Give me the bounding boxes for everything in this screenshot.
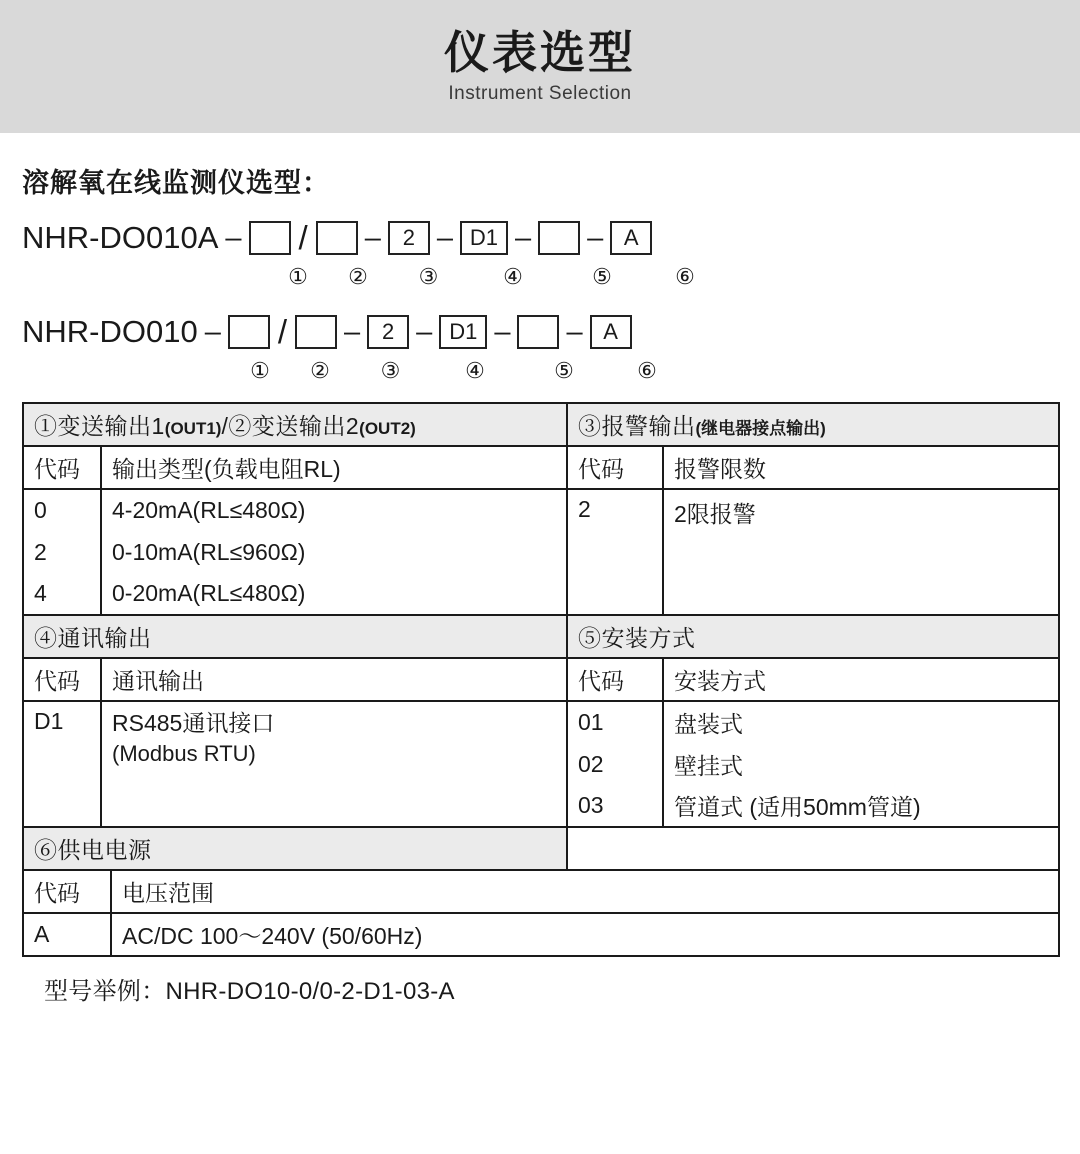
block1-left-header-small1: (OUT1) xyxy=(164,419,222,438)
mark-5: ⑤ xyxy=(554,358,574,383)
banner-title: 仪表选型 xyxy=(443,26,636,78)
model-segment-4[interactable]: D1 xyxy=(460,221,508,255)
block1-left-code-1: 2 xyxy=(23,531,101,573)
page-banner xyxy=(0,0,1080,133)
page-content xyxy=(0,161,1080,1006)
model-marks-1 xyxy=(22,262,1058,292)
block1-left-code-0: 0 xyxy=(23,489,101,531)
dash-icon: – xyxy=(225,221,242,254)
dash-icon: – xyxy=(416,315,433,348)
block2-right-header: ⑤安装方式 xyxy=(567,615,1059,658)
block2-right-col2: 安装方式 xyxy=(663,658,1059,701)
block1-left-header-mid: /②变送输出2 xyxy=(221,413,360,439)
block2-left-code-0: D1 xyxy=(23,701,101,827)
mark-1: ① xyxy=(288,264,308,289)
model-marks-2 xyxy=(22,356,1058,386)
model-code-line-2 xyxy=(22,310,1058,354)
model-segment-6[interactable]: A xyxy=(610,221,652,255)
block1-right-col2: 报警限数 xyxy=(663,446,1059,489)
block2-right-code-2: 03 xyxy=(567,785,663,827)
block1-left-desc-2: 0-20mA(RL≤480Ω) xyxy=(101,573,567,615)
dash-icon: – xyxy=(204,315,221,348)
dash-icon: – xyxy=(364,221,381,254)
model-name-2: NHR-DO010 xyxy=(22,314,198,349)
block2-right-col1: 代码 xyxy=(567,658,663,701)
model-segment-5[interactable] xyxy=(517,315,559,349)
dash-icon: – xyxy=(344,315,361,348)
model-segment-1[interactable] xyxy=(249,221,291,255)
model-segment-3[interactable]: 2 xyxy=(367,315,409,349)
model-segment-2[interactable] xyxy=(295,315,337,349)
model-segment-1[interactable] xyxy=(228,315,270,349)
model-segment-6[interactable]: A xyxy=(590,315,632,349)
model-code-line-1 xyxy=(22,216,1058,260)
block3-col2: 电压范围 xyxy=(111,870,1059,913)
dash-icon: – xyxy=(566,315,583,348)
table-row xyxy=(23,913,1059,956)
section-title: 溶解氧在线监测仪选型： xyxy=(22,168,330,198)
block1-left-header-small2: (OUT2) xyxy=(359,419,416,438)
block3-desc-0: AC/DC 100～240V (50/60Hz) xyxy=(111,913,1059,956)
model-code-row-2 xyxy=(22,310,1058,388)
block2-left-col2: 通讯输出 xyxy=(101,658,567,701)
spec-table-block-3 xyxy=(22,826,1060,957)
block3-header: ⑥供电电源 xyxy=(23,827,567,870)
block2-right-desc-1: 壁挂式 xyxy=(663,743,1059,785)
slash-icon: / xyxy=(298,219,308,256)
block1-left-col2: 输出类型(负载电阻RL) xyxy=(101,446,567,489)
block1-left-header-main: ①变送输出1 xyxy=(34,413,165,439)
block3-code-0: A xyxy=(23,913,111,956)
model-name-1: NHR-DO010A xyxy=(22,220,219,255)
mark-2: ② xyxy=(310,358,330,383)
block1-left-desc-0: 4-20mA(RL≤480Ω) xyxy=(101,489,567,531)
block1-right-desc-0: 2限报警 xyxy=(663,489,1059,615)
block1-left-col1: 代码 xyxy=(23,446,101,489)
block1-right-header xyxy=(567,403,1059,446)
mark-3: ③ xyxy=(418,264,439,289)
dash-icon: – xyxy=(587,221,604,254)
model-segment-4[interactable]: D1 xyxy=(439,315,487,349)
table-row xyxy=(23,403,1059,446)
model-segment-2[interactable] xyxy=(316,221,358,255)
model-segment-5[interactable] xyxy=(538,221,580,255)
mark-4: ④ xyxy=(465,358,485,383)
slash-icon: / xyxy=(277,313,288,350)
model-code-row-1 xyxy=(22,216,1058,294)
mark-3: ③ xyxy=(380,358,401,383)
block1-right-header-main: ③报警输出 xyxy=(578,413,696,439)
dash-icon: – xyxy=(494,315,511,348)
table-row xyxy=(23,489,1059,531)
mark-4: ④ xyxy=(503,264,523,289)
block3-empty-cell xyxy=(567,827,1059,870)
table-row xyxy=(23,658,1059,701)
block2-left-desc-0-line1: RS485通讯接口 xyxy=(112,710,275,736)
dash-icon: – xyxy=(514,221,532,254)
block2-left-desc-0-line2: (Modbus RTU) xyxy=(112,741,256,767)
model-segment-3[interactable]: 2 xyxy=(388,221,430,255)
table-row xyxy=(23,701,1059,743)
dash-icon: – xyxy=(436,221,453,254)
block2-right-code-0: 01 xyxy=(567,701,663,743)
model-example: 型号举例：NHR-DO10-0/0-2-D1-03-A xyxy=(44,978,455,1005)
block2-right-desc-0: 盘装式 xyxy=(663,701,1059,743)
table-row xyxy=(23,615,1059,658)
block2-right-code-1: 02 xyxy=(567,743,663,785)
mark-1: ① xyxy=(250,358,270,383)
block1-right-code-0: 2 xyxy=(567,489,663,615)
mark-5: ⑤ xyxy=(592,264,612,289)
mark-6: ⑥ xyxy=(675,264,695,289)
block1-left-header xyxy=(23,403,567,446)
table-row xyxy=(23,827,1059,870)
block2-left-desc-0 xyxy=(101,701,567,827)
block1-right-header-small: (继电器接点输出) xyxy=(695,419,826,438)
block1-right-col1: 代码 xyxy=(567,446,663,489)
spec-table-block-1 xyxy=(22,402,1060,616)
block2-left-header: ④通讯输出 xyxy=(23,615,567,658)
spec-table-block-2 xyxy=(22,614,1060,828)
banner-subtitle: Instrument Selection xyxy=(448,83,632,105)
table-row xyxy=(23,446,1059,489)
block2-left-col1: 代码 xyxy=(23,658,101,701)
table-row xyxy=(23,870,1059,913)
block1-left-desc-1: 0-10mA(RL≤960Ω) xyxy=(101,531,567,573)
block2-right-desc-2: 管道式 (适用50mm管道) xyxy=(663,785,1059,827)
mark-2: ② xyxy=(348,264,368,289)
mark-6: ⑥ xyxy=(637,358,657,383)
block3-col1: 代码 xyxy=(23,870,111,913)
block1-left-code-2: 4 xyxy=(23,573,101,615)
